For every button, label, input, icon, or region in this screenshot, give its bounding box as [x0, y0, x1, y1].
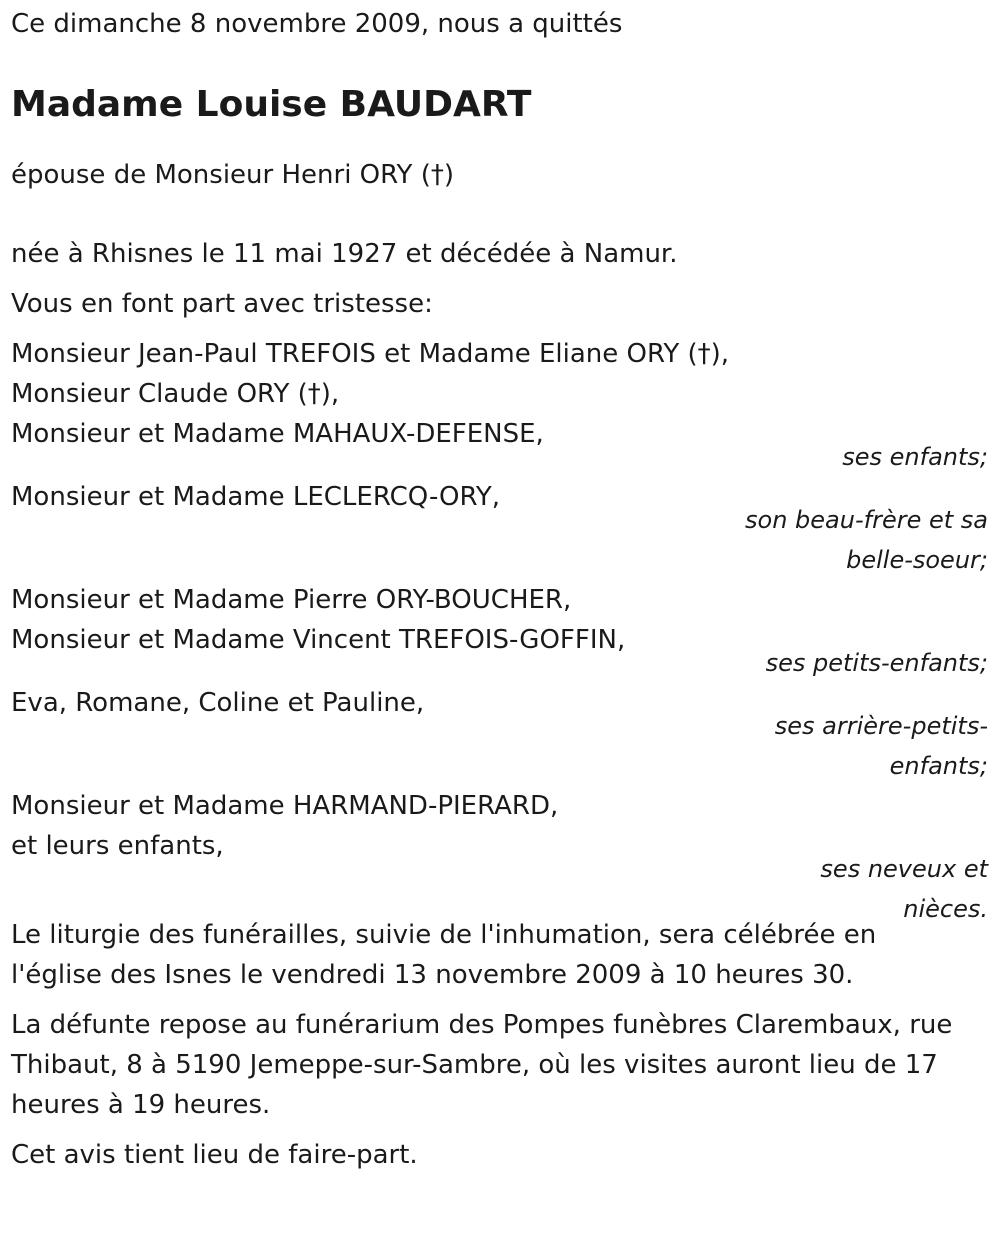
- family-name-line: Monsieur Claude ORY (†),: [11, 379, 340, 409]
- family-name-line: Monsieur et Madame Vincent TREFOIS-GOFFIN,: [11, 625, 626, 655]
- family-group-in-laws: [11, 477, 991, 580]
- spouse-line: épouse de Monsieur Henri ORY (†): [11, 160, 454, 190]
- family-group-nephews-nieces: [11, 786, 991, 929]
- birth-death-line: née à Rhisnes le 11 mai 1927 et décédée à Namur.: [11, 239, 678, 269]
- funeral-details: Le liturgie des funérailles, suivie de l'inhumation, sera célébrée en l'église des Isnes le vendredi 13 novembre 2009 à 10 heures 30.: [11, 920, 877, 990]
- family-name-line: Monsieur et Madame HARMAND-PIERARD,: [11, 791, 559, 821]
- family-name-line: et leurs enfants,: [11, 831, 224, 861]
- visitation-details: La défunte repose au funérarium des Pompes funèbres Clarembaux, rue Thibaut, 8 à 5190 Jemeppe-sur-Sambre, où les visites auront lieu de 17 heures à 19 heures.: [11, 1010, 953, 1120]
- closing-line: Cet avis tient lieu de faire-part.: [11, 1140, 418, 1170]
- family-name-line: Monsieur et Madame MAHAUX-DEFENSE,: [11, 419, 544, 449]
- family-group-grandchildren: [11, 580, 991, 683]
- relation-label: ses petits-enfants;: [765, 649, 988, 677]
- relation-label: ses neveux et nièces.: [820, 855, 988, 923]
- relation-label: ses enfants;: [842, 443, 988, 471]
- family-name-line: Monsieur et Madame Pierre ORY-BOUCHER,: [11, 585, 572, 615]
- intro-line: Ce dimanche 8 novembre 2009, nous a quittés: [11, 9, 623, 39]
- obituary-notice: [11, 4, 991, 1175]
- relation-label: ses arrière-petits-enfants;: [774, 712, 988, 780]
- family-group-children: [11, 334, 991, 477]
- family-name-line: Eva, Romane, Coline et Pauline,: [11, 688, 425, 718]
- announce-line: Vous en font part avec tristesse:: [11, 289, 433, 319]
- family-name-line: Monsieur Jean-Paul TREFOIS et Madame Eliane ORY (†),: [11, 339, 730, 369]
- relation-label: son beau-frère et sa belle-soeur;: [745, 506, 988, 574]
- family-group-great-grandchildren: [11, 683, 991, 786]
- deceased-name: Madame Louise BAUDART: [11, 84, 532, 125]
- family-name-line: Monsieur et Madame LECLERCQ-ORY,: [11, 482, 501, 512]
